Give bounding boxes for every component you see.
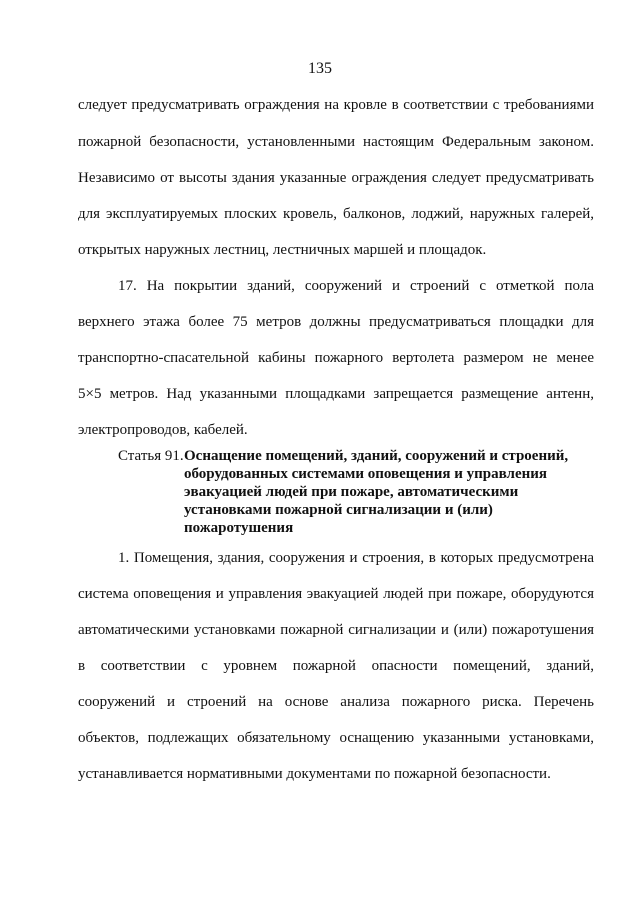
article-title-line-3: эвакуацией людей при пожаре, автоматическими — [184, 484, 519, 500]
paragraph-3-line-5: сооружений и строений на основе анализа пожарного риска. Перечень — [78, 694, 594, 710]
article-title-line-4: установками пожарной сигнализации и (или) — [184, 502, 493, 518]
paragraph-3-line-1: 1. Помещения, здания, сооружения и строения, в которых предусмотрена — [118, 550, 594, 566]
paragraph-1-line-2: пожарной безопасности, установленными настоящим Федеральным законом. — [78, 134, 594, 150]
page-number: 135 — [308, 60, 332, 77]
article-label: Статья 91. — [118, 448, 184, 464]
paragraph-3-line-3: автоматическими установками пожарной сигнализации и (или) пожаротушения — [78, 622, 594, 638]
paragraph-2-line-3: транспортно-спасательной кабины пожарного вертолета размером не менее — [78, 350, 594, 366]
article-title-line-1: Оснащение помещений, зданий, сооружений и строений, — [184, 448, 569, 464]
paragraph-3-line-2: система оповещения и управления эвакуацией людей при пожаре, оборудуются — [78, 586, 594, 602]
paragraph-3-line-7: устанавливается нормативными документами по пожарной безопасности. — [78, 766, 551, 782]
paragraph-3-line-6: объектов, подлежащих обязательному оснащению указанными установками, — [78, 730, 594, 746]
paragraph-2-line-4: 5×5 метров. Над указанными площадками запрещается размещение антенн, — [78, 386, 594, 402]
paragraph-1-line-4: для эксплуатируемых плоских кровель, балконов, лоджий, наружных галерей, — [78, 206, 594, 222]
article-title-line-2: оборудованных системами оповещения и управления — [184, 466, 548, 482]
paragraph-2-line-5: электропроводов, кабелей. — [78, 422, 248, 438]
article-title — [184, 447, 594, 537]
article-title-line-5: пожаротушения — [184, 520, 294, 536]
paragraph-3-line-4: в соответствии с уровнем пожарной опасности помещений, зданий, — [78, 658, 594, 674]
paragraph-2-line-1: 17. На покрытии зданий, сооружений и строений с отметкой пола — [118, 278, 594, 294]
paragraph-1-line-1: следует предусматривать ограждения на кровле в соответствии с требованиями — [78, 97, 594, 113]
paragraph-1-line-5: открытых наружных лестниц, лестничных маршей и площадок. — [78, 242, 487, 258]
paragraph-1-line-3: Независимо от высоты здания указанные ограждения следует предусматривать — [78, 170, 594, 186]
paragraph-2-line-2: верхнего этажа более 75 метров должны предусматриваться площадки для — [78, 314, 594, 330]
